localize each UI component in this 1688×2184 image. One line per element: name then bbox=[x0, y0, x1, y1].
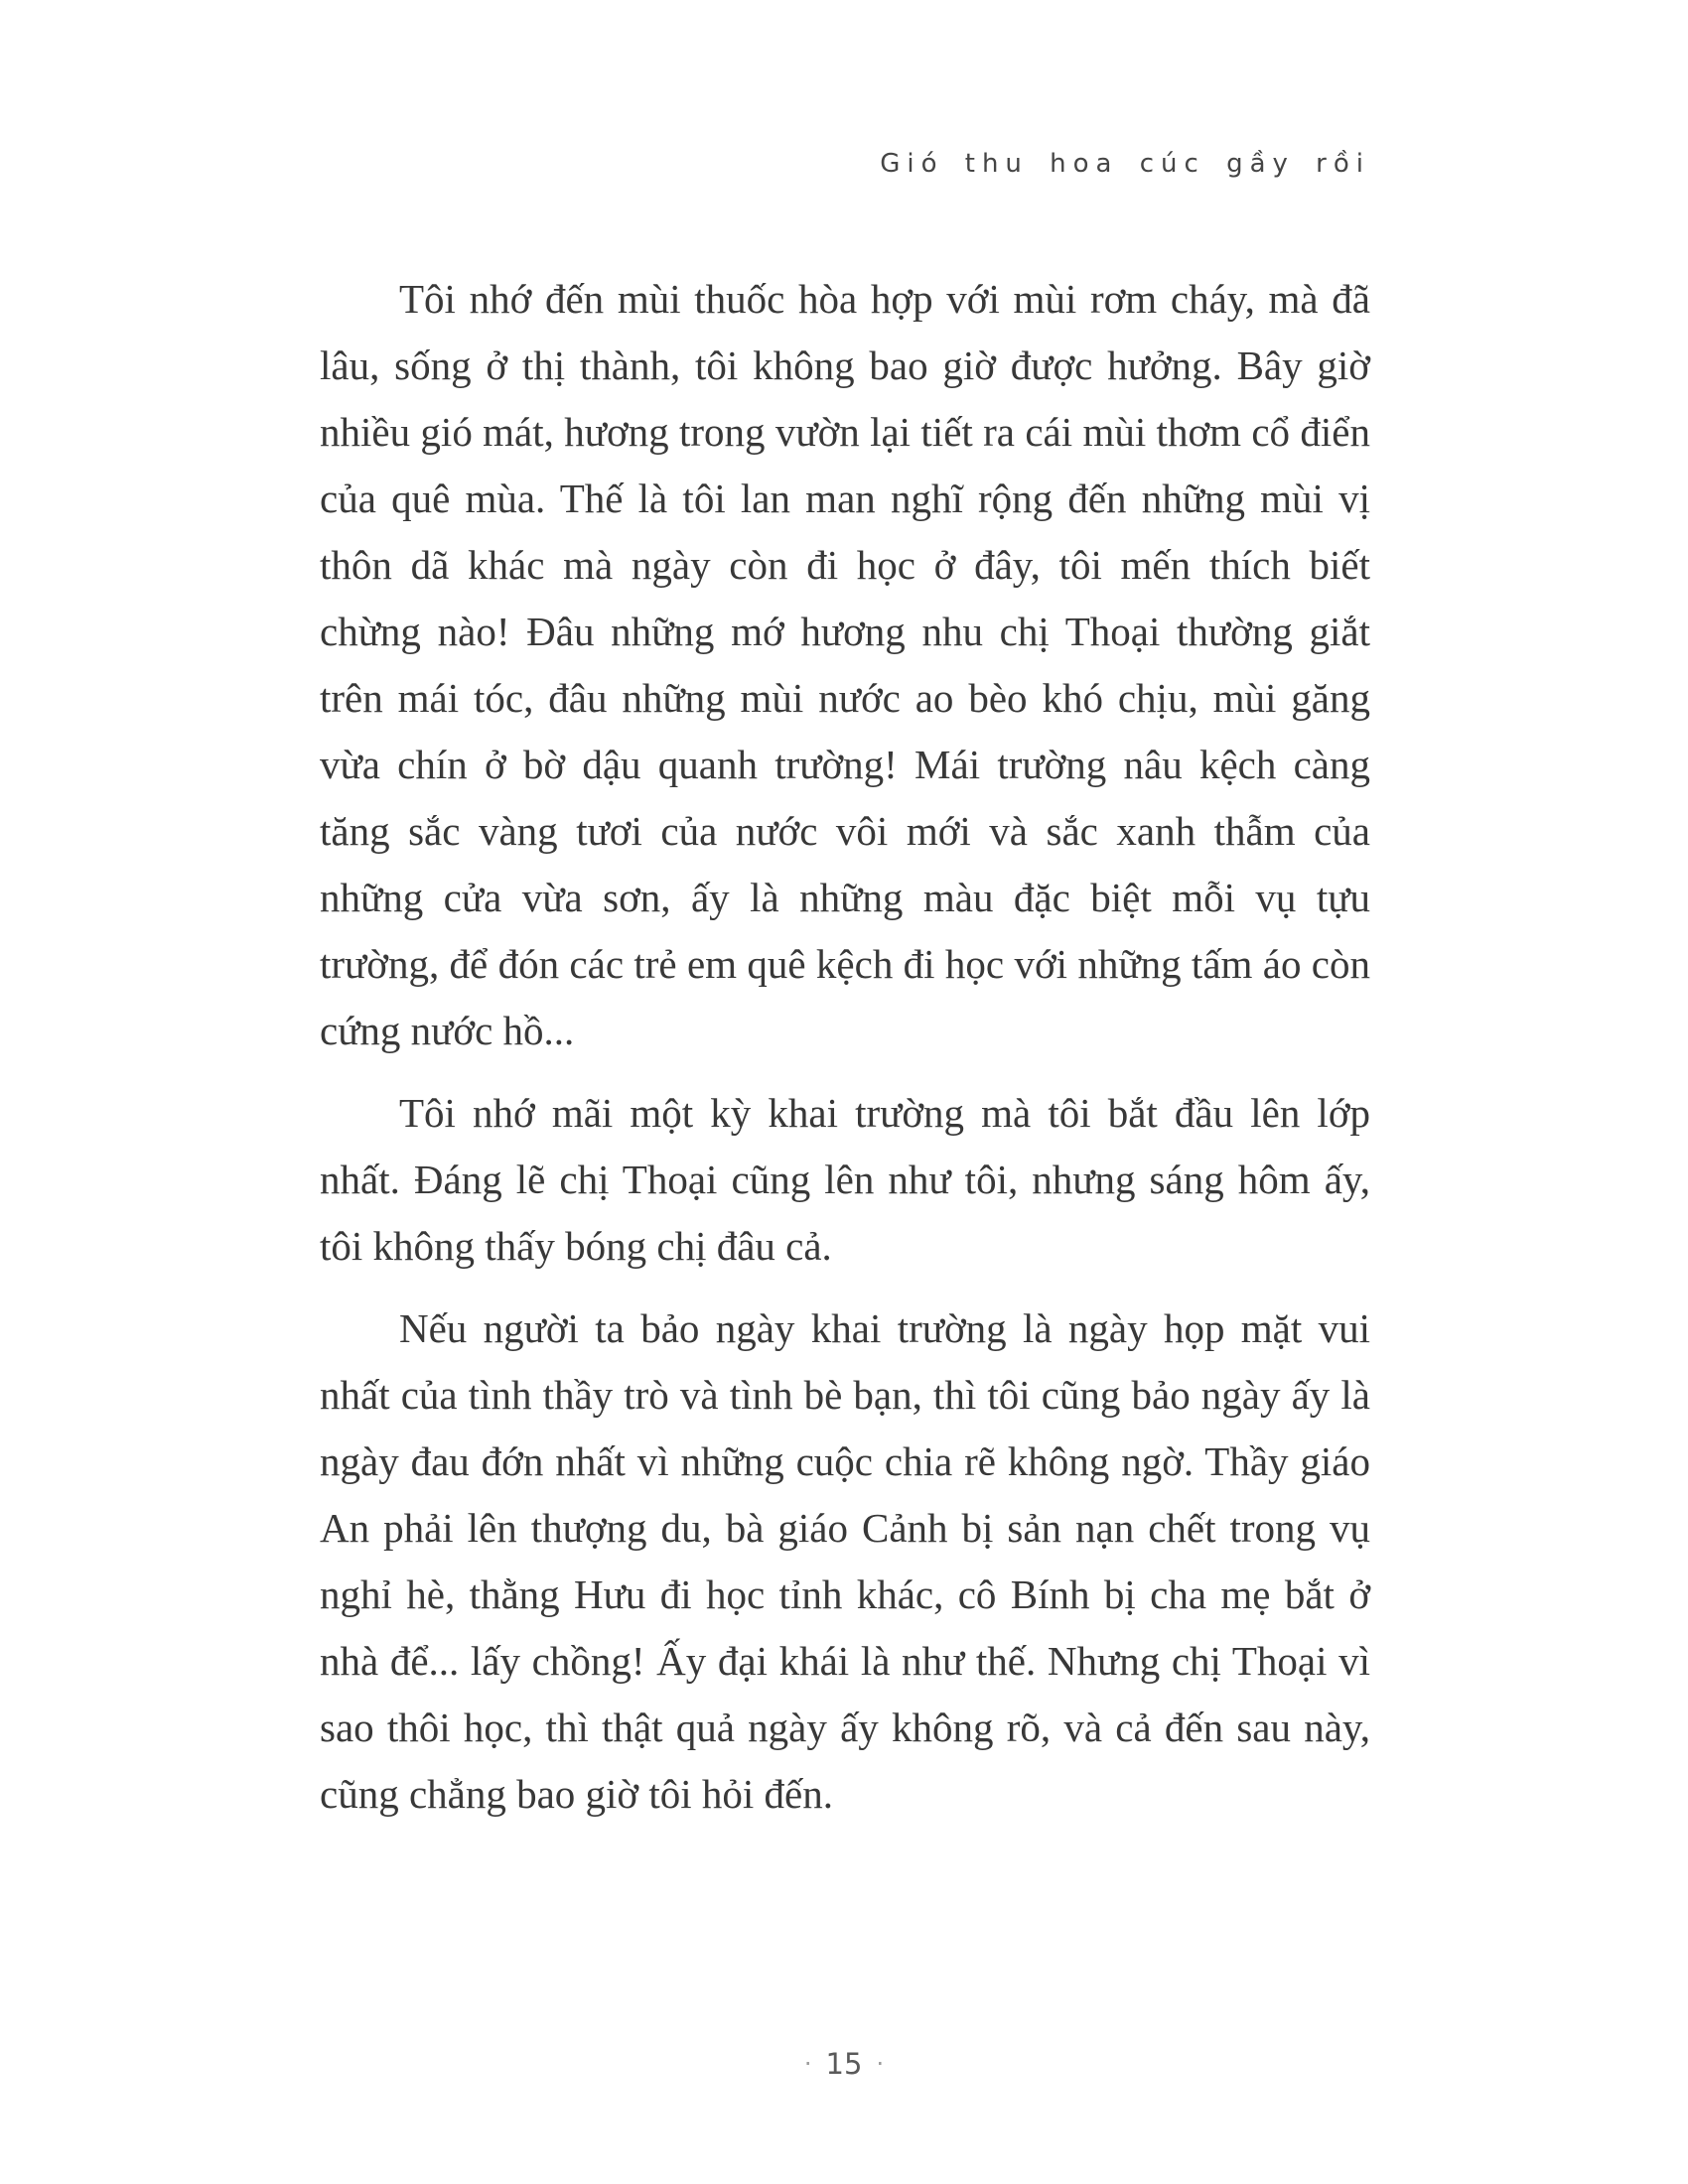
page-footer bbox=[0, 2047, 1688, 2081]
body-text bbox=[320, 266, 1370, 1843]
page-number: 15 bbox=[825, 2047, 863, 2081]
footer-left-dot: · bbox=[803, 2050, 812, 2078]
running-title: Gió thu hoa cúc gầy rồi bbox=[880, 149, 1370, 179]
paragraph: Tôi nhớ đến mùi thuốc hòa hợp với mùi rơm cháy, mà đã lâu, sống ở thị thành, tôi không bao giờ được hưởng. Bây giờ nhiều gió mát, hương trong vườn lại tiết ra cái mùi thơm cổ điển của quê mùa. Thế là tôi lan man nghĩ rộng đến những mùi vị thôn dã khác mà ngày còn đi học ở đây, tôi mến thích biết chừng nào! Đâu những mớ hương nhu chị Thoại thường giắt trên mái tóc, đâu những mùi nước ao bèo khó chịu, mùi găng vừa chín ở bờ dậu quanh trường! Mái trường nâu kệch càng tăng sắc vàng tươi của nước vôi mới và sắc xanh thẫm của những cửa vừa sơn, ấy là những màu đặc biệt mỗi vụ tựu trường, để đón các trẻ em quê kệch đi học với những tấm áo còn cứng nước hồ... bbox=[320, 276, 1370, 1053]
footer-right-dot: · bbox=[876, 2050, 885, 2078]
paragraph: Tôi nhớ mãi một kỳ khai trường mà tôi bắt đầu lên lớp nhất. Đáng lẽ chị Thoại cũng lên như tôi, nhưng sáng hôm ấy, tôi không thấy bóng chị đâu cả. bbox=[320, 1090, 1370, 1269]
paragraph: Nếu người ta bảo ngày khai trường là ngày họp mặt vui nhất của tình thầy trò và tình bè bạn, thì tôi cũng bảo ngày ấy là ngày đau đớn nhất vì những cuộc chia rẽ không ngờ. Thầy giáo An phải lên thượng du, bà giáo Cảnh bị sản nạn chết trong vụ nghỉ hè, thằng Hưu đi học tỉnh khác, cô Bính bị cha mẹ bắt ở nhà để... lấy chồng! Ấy đại khái là như thế. Nhưng chị Thoại vì sao thôi học, thì thật quả ngày ấy không rõ, và cả đến sau này, cũng chẳng bao giờ tôi hỏi đến. bbox=[320, 1305, 1370, 1817]
